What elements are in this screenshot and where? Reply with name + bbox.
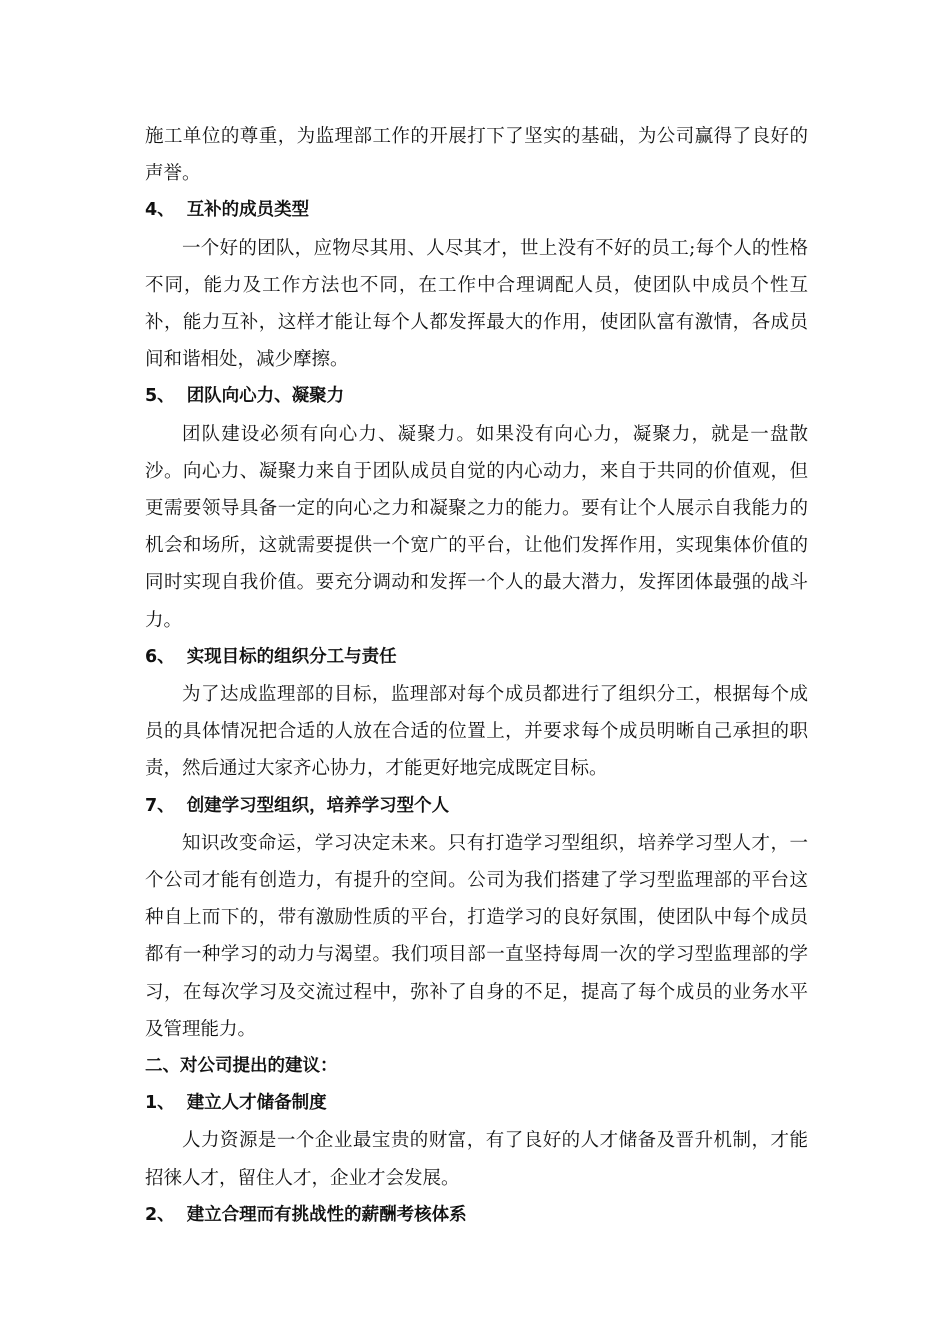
heading-compensation-system (145, 1197, 808, 1234)
heading-talent-reserve (145, 1085, 808, 1122)
heading-number: 2、 (145, 1204, 175, 1225)
paragraph-talent-reserve: 人力资源是一个企业最宝贵的财富，有了良好的人才储备及晋升机制，才能招徕人才，留住人才，企业才会发展。 (145, 1130, 808, 1189)
heading-text: 实现目标的组织分工与责任 (186, 646, 397, 667)
paragraph-division-of-labor: 为了达成监理部的目标，监理部对每个成员都进行了组织分工，根据每个成员的具体情况把合适的人放在合适的位置上，并要求每个成员明晰自己承担的职责，然后通过大家齐心协力，才能更好地完成既定目标。 (145, 684, 808, 780)
heading-number: 4、 (145, 200, 175, 221)
heading-number: 7、 (145, 795, 175, 816)
heading-learning-organization (145, 788, 808, 825)
paragraph-complementary-members: 一个好的团队，应物尽其用、人尽其才，世上没有不好的员工;每个人的性格不同，能力及工作方法也不同，在工作中合理调配人员，使团队中成员个性互补，能力互补，这样才能让每个人都发挥最大的作用，使团队富有激情，各成员间和谐相处，减少摩擦。 (145, 237, 808, 371)
paragraph-continued: 施工单位的尊重，为监理部工作的开展打下了坚实的基础，为公司赢得了良好的声誉。 (145, 126, 808, 185)
heading-text: 团队向心力、凝聚力 (186, 386, 345, 407)
section-heading-suggestions: 二、对公司提出的建议： (145, 1056, 338, 1077)
heading-division-of-labor (145, 639, 808, 676)
heading-text: 互补的成员类型 (186, 200, 310, 221)
heading-number: 6、 (145, 646, 175, 667)
document-page (145, 118, 808, 1234)
paragraph-learning-organization: 知识改变命运，学习决定未来。只有打造学习型组织，培养学习型人才，一个公司才能有创造力，有提升的空间。公司为我们搭建了学习型监理部的平台这种自上而下的，带有激励性质的平台，打造学习的良好氛围，使团队中每个成员都有一种学习的动力与渴望。我们项目部一直坚持每周一次的学习型监理部的学习，在每次学习及交流过程中，弥补了自身的不足，提高了每个成员的业务水平及管理能力。 (145, 832, 808, 1040)
heading-text: 建立人才储备制度 (186, 1093, 327, 1114)
heading-team-cohesion (145, 378, 808, 415)
heading-number: 5、 (145, 386, 175, 407)
heading-number: 1、 (145, 1093, 175, 1114)
paragraph-team-cohesion: 团队建设必须有向心力、凝聚力。如果没有向心力，凝聚力，就是一盘散沙。向心力、凝聚力来自于团队成员自觉的内心动力，来自于共同的价值观，但更需要领导具备一定的向心之力和凝聚之力的能力。要有让个人展示自我能力的机会和场所，这就需要提供一个宽广的平台，让他们发挥作用，实现集体价值的同时实现自我价值。要充分调动和发挥一个人的最大潜力，发挥团体最强的战斗力。 (145, 423, 808, 631)
heading-text: 建立合理而有挑战性的薪酬考核体系 (186, 1204, 467, 1225)
heading-complementary-members (145, 192, 808, 229)
heading-text: 创建学习型组织，培养学习型个人 (186, 795, 450, 816)
